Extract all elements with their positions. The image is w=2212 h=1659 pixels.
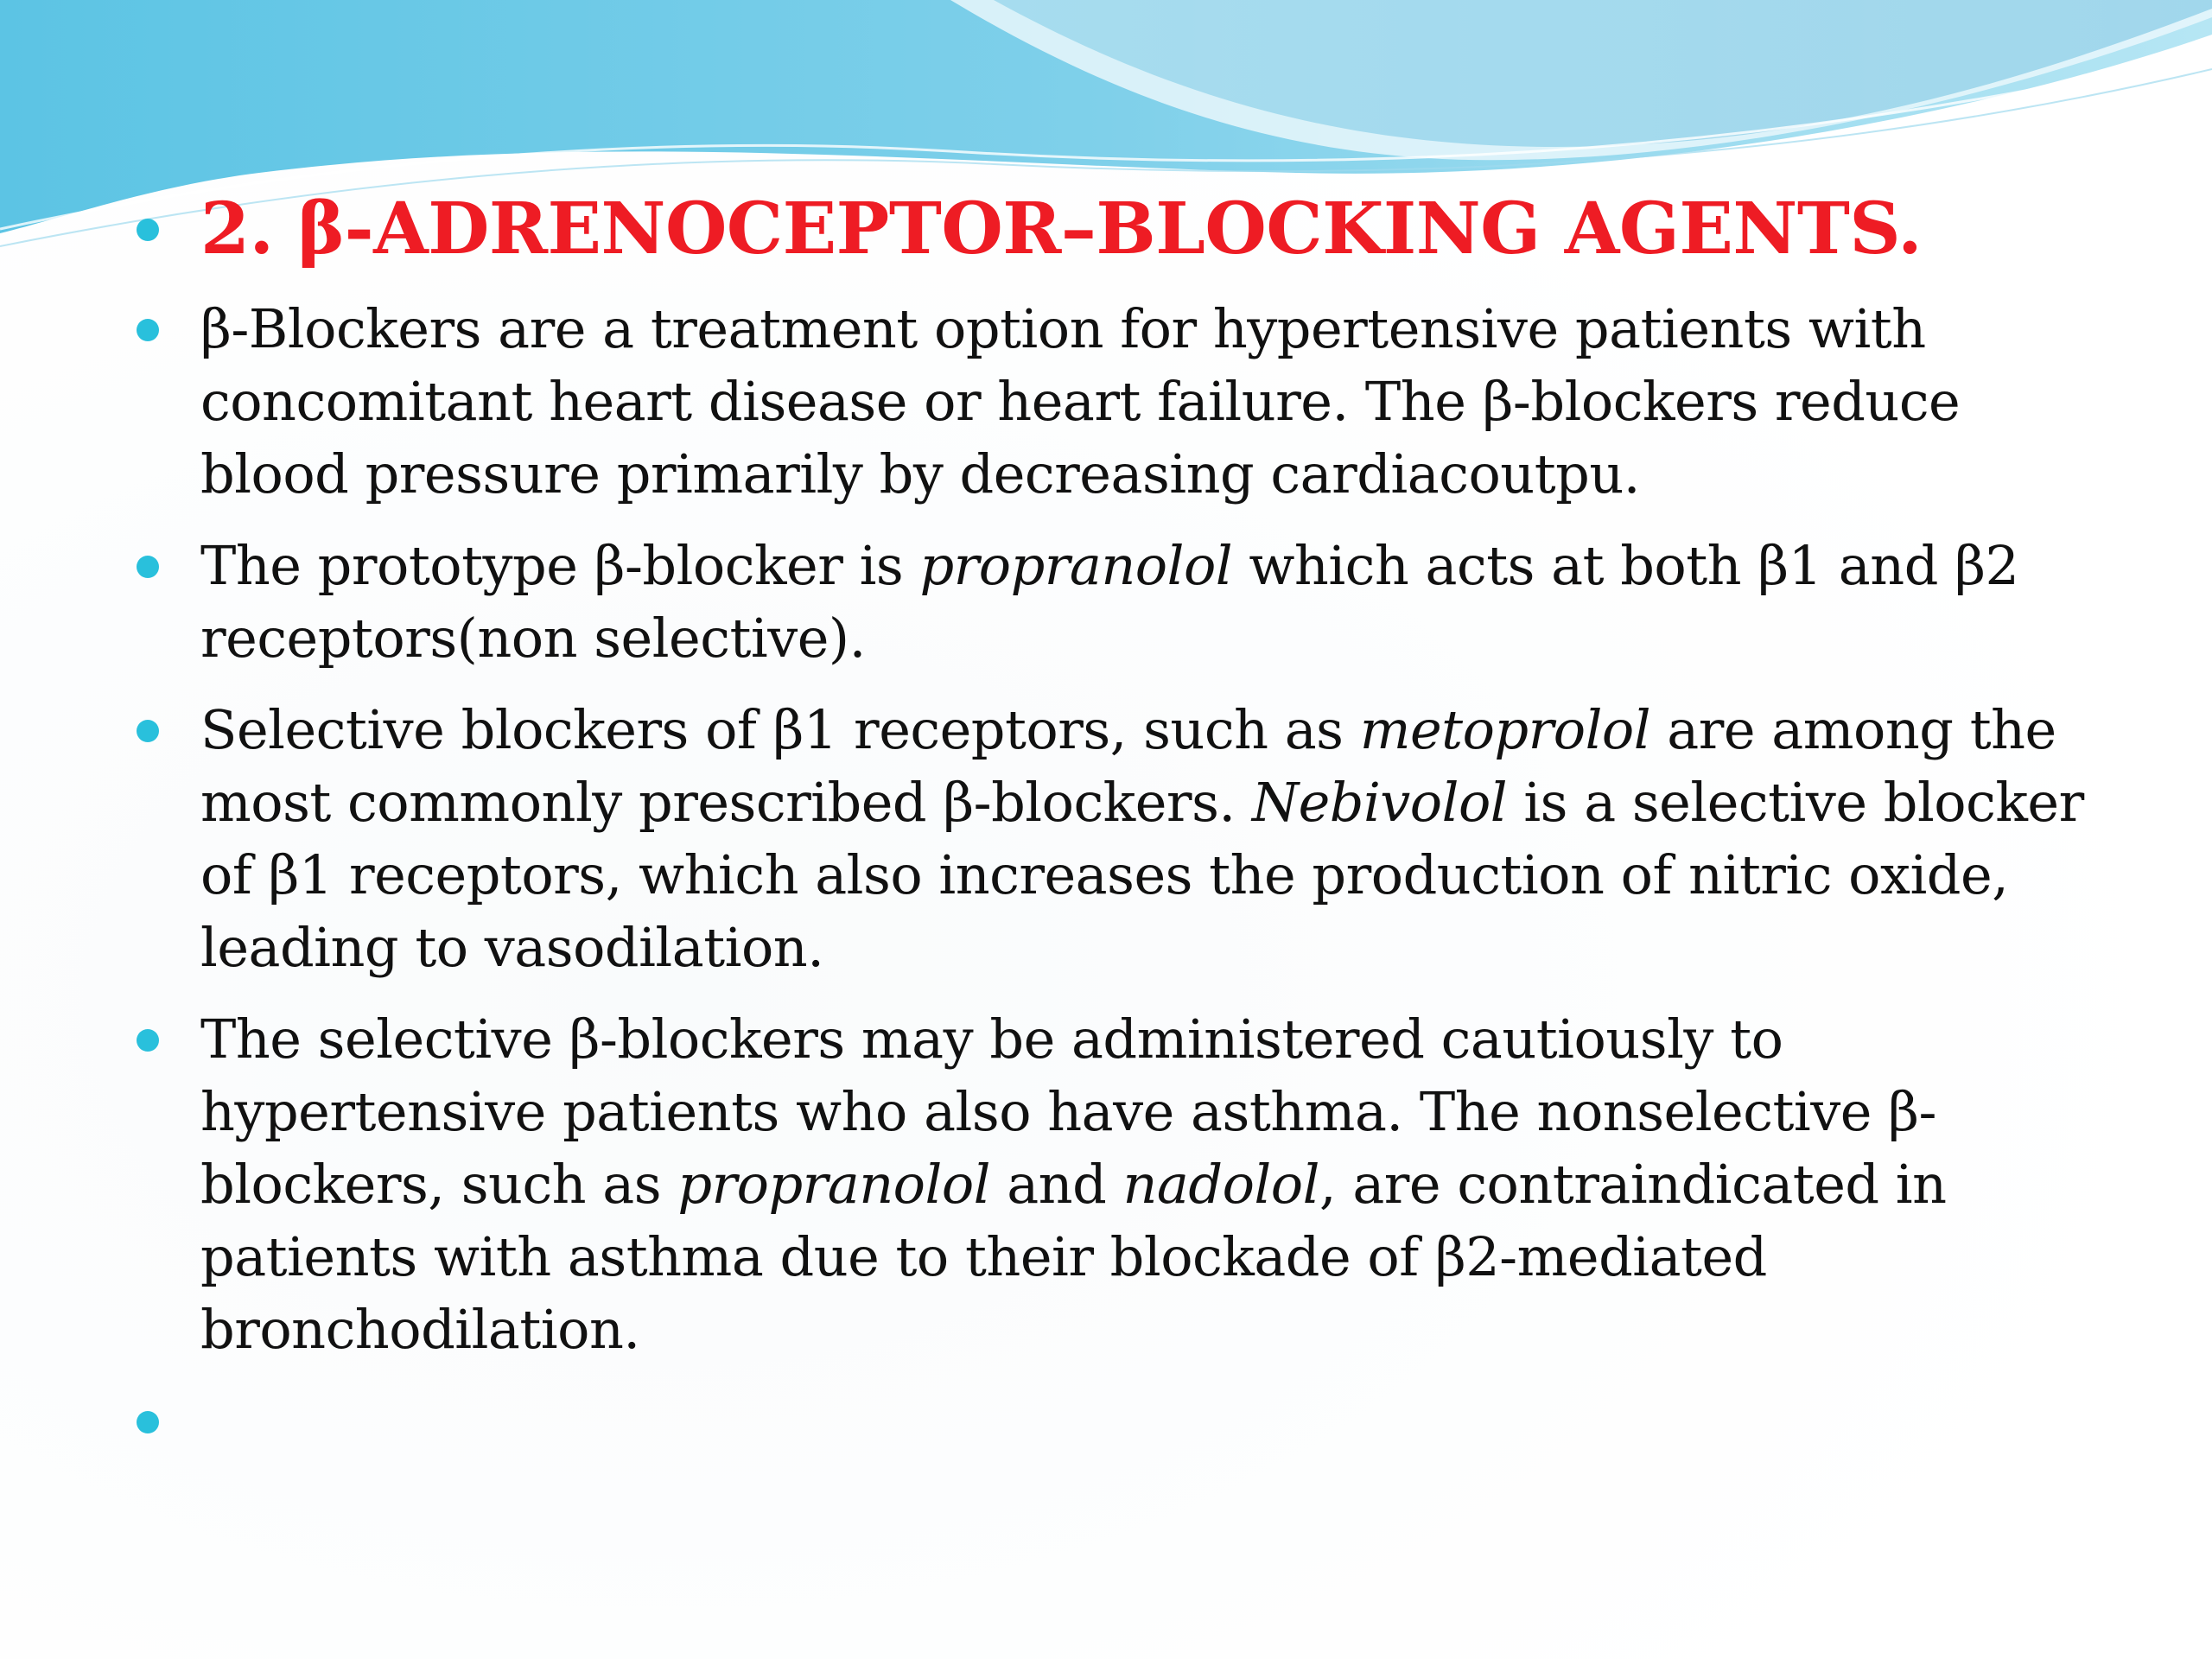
bullet-item [130,530,2117,675]
bullet-icon [137,319,159,341]
bullet-text: β-Blockers are a treatment option for hypertensive patients with concomitant heart disease or heart failure. The β-blockers reduce blood pressure primarily by decreasing cardiacoutpu. [200,297,1961,505]
bullet-text: The prototype β-blocker is [200,534,920,597]
drug-name: nadolol [1122,1153,1319,1216]
bullet-item [130,293,2117,511]
bullet-text: Selective blockers of β1 receptors, such as [200,698,1360,761]
drug-name: propranolol [677,1153,990,1216]
drug-name: propranolol [919,534,1233,597]
drug-name: Nebivolol [1251,771,1508,834]
bullet-icon [137,720,159,742]
bullet-text: and [990,1153,1123,1216]
bullet-text: The selective β-blockers may be administered cautiously to hypertensive patients who also have asthma. The nonselective β-blockers, such as [200,1007,1936,1216]
bullet-item [130,694,2117,984]
bullet-text: , are contraindicated in patients with asthma due to their blockade of β2-mediated bronchodilation. [200,1153,1947,1361]
bullet-icon [137,556,159,578]
empty-bullet-item [130,1385,2117,1458]
drug-name: metoprolol [1359,698,1651,761]
bullet-icon [137,1411,159,1433]
slide-title: 2. β-ADRENOCEPTOR–BLOCKING AGENTS. [200,188,1923,270]
bullet-text: is a selective blocker of β1 receptors, which also increases the production of nitric oxide, leading to vasodilation. [200,771,2084,979]
bullet-list [130,186,2117,1458]
bullet-text: which acts at both β1 and β2 receptors(non selective). [200,534,2019,670]
bullet-text: are among the most commonly prescribed β-blockers. [200,698,2056,834]
title-item [130,186,2117,272]
bullet-icon [137,219,159,241]
slide-body [130,186,2117,1477]
bullet-item [130,1003,2117,1366]
bullet-icon [137,1029,159,1052]
